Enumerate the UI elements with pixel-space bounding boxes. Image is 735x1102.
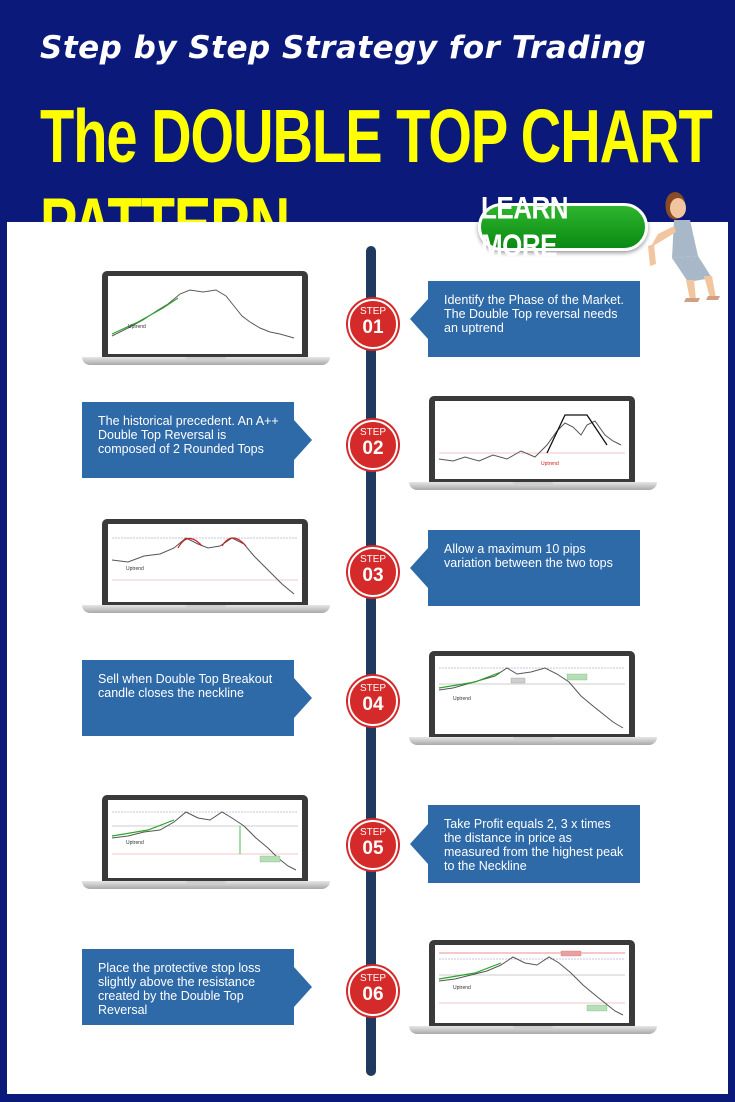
step-callout-4 — [82, 660, 294, 736]
chart-label-6: Uptrend — [453, 985, 471, 991]
step-text: Identify the Phase of the Market. The Double Top reversal needs an uptrend — [444, 293, 624, 335]
step-badge-5 — [348, 820, 398, 870]
step-badge-6 — [348, 966, 398, 1016]
laptop-chart-step-3 — [82, 519, 330, 617]
chart-image-2 — [435, 401, 629, 479]
step-badge-1 — [348, 299, 398, 349]
step-word: STEP — [359, 683, 387, 694]
step-badge-2 — [348, 420, 398, 470]
step-word: STEP — [359, 427, 387, 438]
laptop-chart-step-6 — [409, 940, 657, 1038]
chart-label-2: Uptrend — [541, 461, 559, 467]
step-number: 04 — [362, 694, 384, 715]
chart-image-6 — [435, 945, 629, 1023]
step-text: The historical precedent. An A++ Double Top Reversal is composed of 2 Rounded Tops — [98, 414, 279, 456]
step-number: 01 — [362, 317, 384, 338]
step-word: STEP — [359, 306, 387, 317]
chart-image-5 — [108, 800, 302, 878]
step-text: Allow a maximum 10 pips variation between the two tops — [444, 542, 613, 570]
step-number: 02 — [362, 438, 384, 459]
chart-label-1: Uptrend — [128, 324, 146, 330]
laptop-chart-step-5 — [82, 795, 330, 893]
step-word: STEP — [359, 973, 387, 984]
step-number: 06 — [362, 984, 384, 1005]
chart-image-4 — [435, 656, 629, 734]
step-text: Take Profit equals 2, 3 x times the distance in price as measured from the highest peak to the Neckline — [444, 817, 624, 873]
laptop-chart-step-1 — [82, 271, 330, 369]
subtitle: Step by Step Strategy for Trading — [40, 30, 647, 66]
step-callout-3 — [428, 530, 640, 606]
step-text: Sell when Double Top Breakout candle closes the neckline — [98, 672, 273, 700]
chart-image-1 — [108, 276, 302, 354]
woman-figure-icon — [628, 186, 728, 306]
chart-label-5: Uptrend — [126, 840, 144, 846]
step-callout-5 — [428, 805, 640, 883]
step-badge-4 — [348, 676, 398, 726]
chart-label-3: Uptrend — [126, 566, 144, 572]
step-text: Place the protective stop loss slightly above the resistance created by the Double Top Reversal — [98, 961, 261, 1017]
learn-more-label: LEARN MORE — [481, 189, 569, 263]
step-callout-6 — [82, 949, 294, 1025]
chart-label-4: Uptrend — [453, 696, 471, 702]
chart-image-3 — [108, 524, 302, 602]
main-title: The DOUBLE TOP CHART — [40, 93, 712, 179]
step-callout-1 — [428, 281, 640, 357]
laptop-chart-step-4 — [409, 651, 657, 749]
timeline-line — [366, 246, 376, 1076]
step-badge-3 — [348, 547, 398, 597]
step-callout-2 — [82, 402, 294, 478]
step-word: STEP — [359, 827, 387, 838]
header — [0, 0, 735, 222]
step-number: 05 — [362, 838, 384, 859]
learn-more-button[interactable] — [478, 189, 648, 263]
step-number: 03 — [362, 565, 384, 586]
laptop-chart-step-2 — [409, 396, 657, 494]
step-word: STEP — [359, 554, 387, 565]
